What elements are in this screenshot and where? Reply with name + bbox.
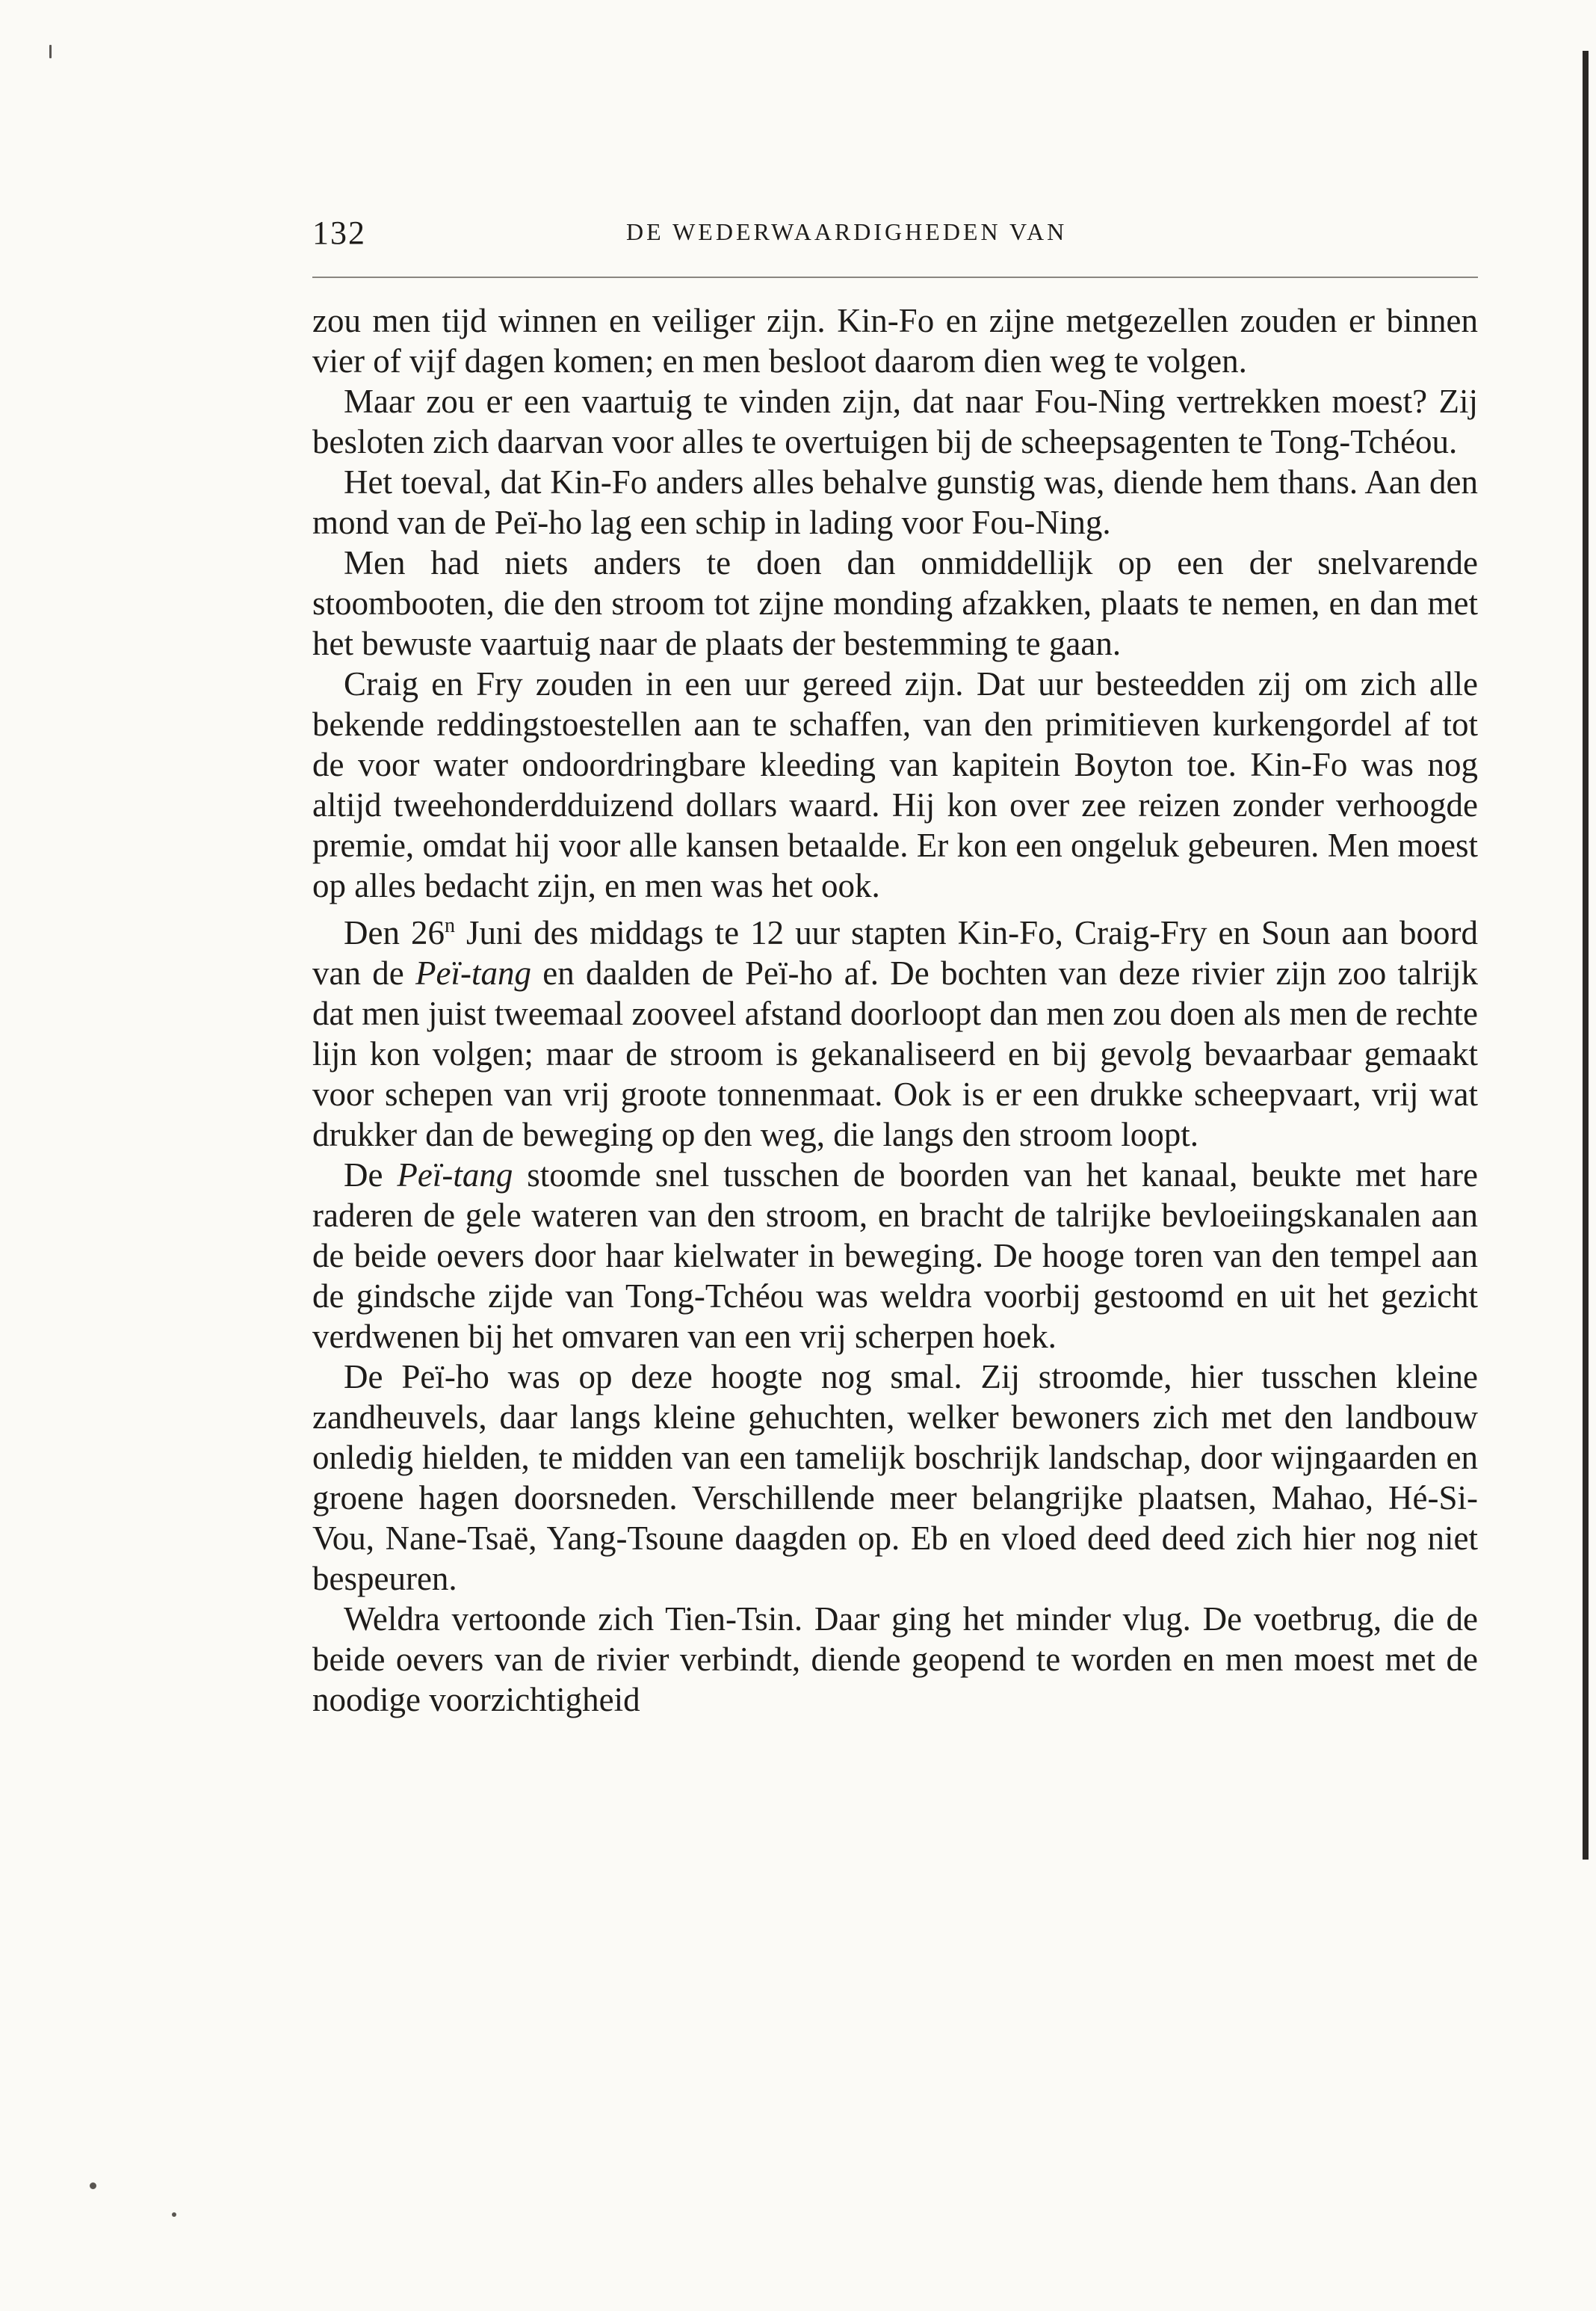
paragraph-text: stoomde snel tusschen de boorden van het kanaal, beukte met hare raderen de gele wateren van den stroom, en bracht de talrijke bevloeiingskanalen aan de beide oevers door haar kielwater in beweging. De hooge toren van den tempel aan de gindsche zijde van Tong-Tchéou was weldra voorbij gestoomd en uit het gezicht verdwenen bij het omvaren van een vrij scherpen hoek. [312,1156,1478,1355]
ship-name: Peï-tang [397,1156,513,1194]
header-rule [312,277,1478,278]
paragraph: Maar zou er een vaartuig te vinden zijn, dat naar Fou-Ning vertrekken moest? Zij besloten zich daarvan voor alles te overtuigen bij de scheepsagenten te Tong-Tchéou. [312,383,1478,460]
paragraph-text: en daalden de Peï-ho af. De bochten van deze rivier zijn zoo talrijk dat men juist tweemaal zooveel afstand doorloopt dan men zou doen als men de rechte lijn kon volgen; maar de stroom is gekanaliseerd en bij gevolg bevaarbaar gemaakt voor schepen van vrij groote tonnenmaat. Ook is er een drukke scheepvaart, vrij wat drukker dan de beweging op den weg, die langs den stroom loopt. [312,954,1479,1153]
date-rest: Juni des middags te 12 uur stapten Kin-Fo, [455,914,1074,951]
date-prefix: Den 26 [344,914,445,951]
paragraph [312,1155,1478,1357]
date-superscript: n [445,914,456,937]
scan-speck [172,2212,176,2217]
ship-name: Peï-tang [415,954,531,992]
paragraph: Craig en Fry zouden in een uur gereed zijn. Dat uur besteedden zij om zich alle bekende reddingstoestellen aan te schaffen, van den primitieven kurkengordel af tot de voor water ondoordringbare kleeding van kapitein Boyton toe. Kin-Fo was nog altijd tweehonderdduizend dollars waard. Hij kon over zee reizen zonder verhoogde premie, omdat hij voor alle kansen betaalde. Er kon een ongeluk gebeuren. Men moest op alles bedacht zijn, en men was het ook. [312,665,1478,904]
running-title: DE WEDERWAARDIGHEDEN VAN [626,218,1068,245]
running-head [312,214,1478,256]
paragraph-text: Craig-Fry en Soun aan boord van de [312,914,1478,992]
page-number: 132 [312,215,366,251]
paragraph-lead: De [344,1156,398,1194]
scan-speck [49,45,52,58]
paragraph: Men had niets anders te doen dan onmiddellijk op een der snelvarende stoombooten, die den stroom tot zijne monding afzakken, plaats te nemen, en dan met het bewuste vaartuig naar de plaats der bestemming te gaan. [312,544,1478,662]
paragraph: De Peï-ho was op deze hoogte nog smal. Zij stroomde, hier tusschen kleine zandheuvels, daar langs kleine gehuchten, welker bewoners zich met den landbouw onledig hielden, te midden van een tamelijk boschrijk landschap, door wijngaarden en groene hagen doorsneden. Verschillende meer belangrijke plaatsen, Mahao, Hé-Si-Vou, Nane-Tsaë, Yang-Tsoune daagden op. Eb en vloed deed deed zich hier nog niet bespeuren. [312,1358,1478,1597]
scan-edge-rule [1583,51,1589,1860]
scan-speck [90,2182,96,2189]
paragraph: Het toeval, dat Kin-Fo anders alles behalve gunstig was, diende hem thans. Aan den mond van de Peï-ho lag een schip in lading voor Fou-Ning. [312,463,1478,541]
body-text [312,300,1478,1720]
paragraph [312,906,1478,1155]
paragraph: Weldra vertoonde zich Tien-Tsin. Daar ging het minder vlug. De voetbrug, die de beide oevers van de rivier verbindt, diende geopend te worden en men moest met de noodige voorzichtigheid [312,1600,1478,1718]
paragraph: zou men tijd winnen en veiliger zijn. Kin-Fo en zijne metgezellen zouden er binnen vier of vijf dagen komen; en men besloot daarom dien weg te volgen. [312,302,1478,380]
